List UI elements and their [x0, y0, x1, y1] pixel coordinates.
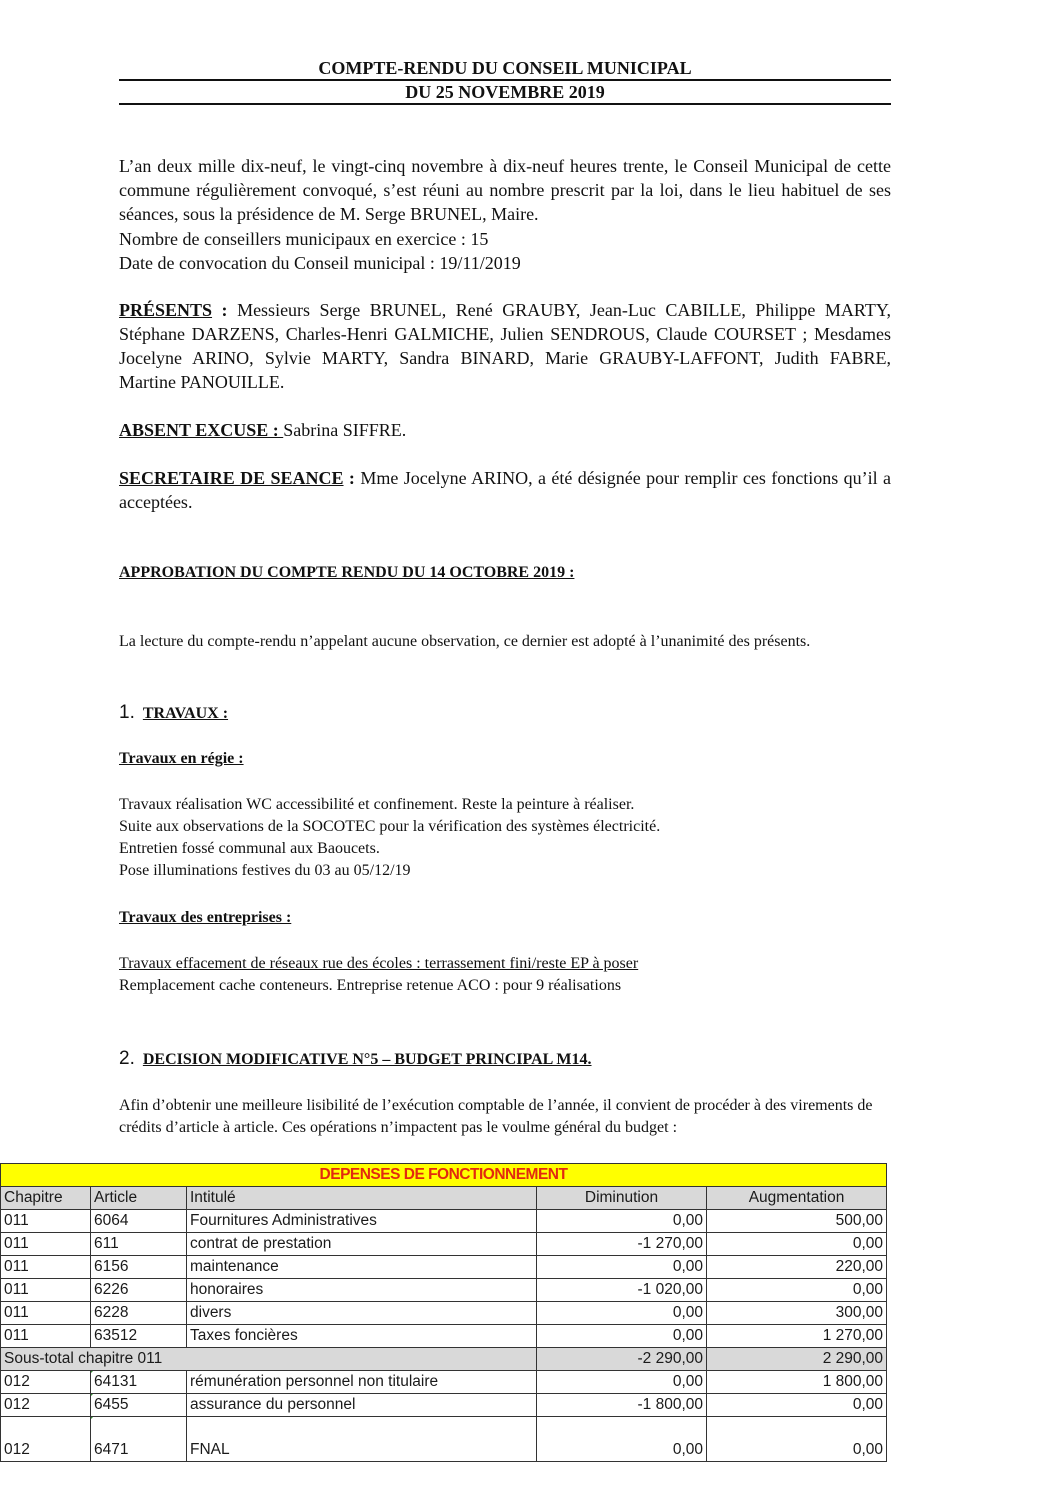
cell-diminution: 0,00: [537, 1325, 707, 1348]
cell-chapitre: 011: [1, 1302, 91, 1325]
cell-chapitre: 011: [1, 1325, 91, 1348]
document-date-title: DU 25 NOVEMBRE 2019: [405, 82, 605, 102]
section2-number: 2.: [119, 1048, 135, 1069]
cell-article: 6228: [91, 1302, 187, 1325]
cell-intitule: rémunération personnel non titulaire: [187, 1371, 537, 1394]
presents-text: Messieurs Serge BRUNEL, René GRAUBY, Jean-Luc CABILLE, Philippe MARTY, Stéphane DARZENS, Charles-Henri GALMICHE, Julien SENDROUS, Claude COURSET ; Mesdames Jocelyne ARINO, Sylvie MARTY, Sandra BINARD, Marie GRAUBY-LAFFONT, Judith FABRE, Martine PANOUILLE.: [119, 300, 891, 392]
table-row: [1, 1256, 887, 1279]
table-row: [1, 1325, 887, 1348]
cell-article: 63512: [91, 1325, 187, 1348]
col-header-chapitre: Chapitre: [1, 1187, 91, 1210]
col-header-article: Article: [91, 1187, 187, 1210]
cell-chapitre: 011: [1, 1210, 91, 1233]
table-row: [1, 1417, 887, 1462]
col-header-diminution: Diminution: [537, 1187, 707, 1210]
cell-article: 6064: [91, 1210, 187, 1233]
secretaire-paragraph: [119, 466, 891, 514]
cell-augmentation: 0,00: [707, 1233, 887, 1256]
secretaire-text: Mme Jocelyne ARINO, a été désignée pour remplir ces fonctions qu’il a acceptées.: [119, 468, 891, 512]
absent-label: ABSENT EXCUSE :: [119, 420, 284, 440]
cell-article: 6226: [91, 1279, 187, 1302]
table-row: [1, 1302, 887, 1325]
entreprises-item: Travaux effacement de réseaux rue des écoles : terrassement fini/reste EP à poser: [119, 955, 639, 972]
regie-item: Pose illuminations festives du 03 au 05/12/19: [119, 862, 411, 879]
regie-item: Suite aux observations de la SOCOTEC pour la vérification des systèmes électricité.: [119, 818, 661, 835]
budget-table: [0, 1163, 886, 1462]
regie-heading: Travaux en régie :: [119, 750, 244, 767]
presents-label: PRÉSENTS: [119, 300, 213, 320]
table-banner-row: [1, 1164, 887, 1187]
cell-article: 6471: [91, 1417, 187, 1462]
subtotal-diminution: -2 290,00: [537, 1348, 707, 1371]
regie-list: [119, 794, 891, 882]
cell-augmentation: 0,00: [707, 1394, 887, 1417]
section1-heading: [119, 702, 891, 725]
intro-paragraph: L’an deux mille dix-neuf, le vingt-cinq novembre à dix-neuf heures trente, le Conseil Municipal de cette commune régulièrement convoqué, s’est réuni au nombre prescrit par la loi, dans le lieu habituel de ses séances, sous la présidence de M. Serge BRUNEL, Maire.: [119, 156, 891, 224]
cell-diminution: 0,00: [537, 1256, 707, 1279]
cell-augmentation: 0,00: [707, 1417, 887, 1462]
cell-article: 64131: [91, 1371, 187, 1394]
cell-intitule: maintenance: [187, 1256, 537, 1279]
cell-article: 6156: [91, 1256, 187, 1279]
cell-augmentation: 500,00: [707, 1210, 887, 1233]
cell-augmentation: 300,00: [707, 1302, 887, 1325]
absent-paragraph: [119, 418, 891, 442]
cell-diminution: 0,00: [537, 1302, 707, 1325]
subtotal-augmentation: 2 290,00: [707, 1348, 887, 1371]
section2-text: Afin d’obtenir une meilleure lisibilité de l’exécution comptable de l’année, il convient de procéder à des virements de crédits d’article à article. Ces opérations n’impactent pas le voulme général du budget :: [119, 1097, 873, 1136]
entreprises-list: [119, 953, 891, 997]
approbation-text: La lecture du compte-rendu n’appelant aucune observation, ce dernier est adopté à l’unanimité des présents.: [119, 633, 811, 650]
table-row: [1, 1210, 887, 1233]
subtotal-row: [1, 1348, 887, 1371]
table-row: [1, 1394, 887, 1417]
cell-augmentation: 0,00: [707, 1279, 887, 1302]
entreprises-item: Remplacement cache conteneurs. Entreprise retenue ACO : pour 9 réalisations: [119, 977, 622, 994]
section2-heading: [119, 1048, 891, 1071]
cell-article: 611: [91, 1233, 187, 1256]
secretaire-colon: :: [343, 468, 361, 488]
cell-intitule: assurance du personnel: [187, 1394, 537, 1417]
table-row: [1, 1371, 887, 1394]
cell-chapitre: 011: [1, 1233, 91, 1256]
cell-intitule: FNAL: [187, 1417, 537, 1462]
regie-item: Travaux réalisation WC accessibilité et confinement. Reste la peinture à réaliser.: [119, 796, 635, 813]
col-header-intitule: Intitulé: [187, 1187, 537, 1210]
cell-augmentation: 1 800,00: [707, 1371, 887, 1394]
cell-diminution: 0,00: [537, 1210, 707, 1233]
section1-title: TRAVAUX :: [142, 705, 229, 722]
cell-chapitre: 012: [1, 1417, 91, 1462]
document-title: COMPTE-RENDU DU CONSEIL MUNICIPAL: [318, 58, 692, 78]
entreprises-heading: Travaux des entreprises :: [119, 909, 292, 926]
cell-chapitre: 012: [1, 1394, 91, 1417]
approbation-heading: APPROBATION DU COMPTE RENDU DU 14 OCTOBRE 2019 :: [119, 564, 575, 581]
document-header: [119, 57, 891, 105]
absent-text: Sabrina SIFFRE.: [283, 420, 407, 440]
cell-chapitre: 012: [1, 1371, 91, 1394]
section2-title: DECISION MODIFICATIVE N°5 – BUDGET PRINCIPAL M14.: [142, 1051, 592, 1068]
cell-diminution: 0,00: [537, 1417, 707, 1462]
cell-intitule: Taxes foncières: [187, 1325, 537, 1348]
table-header-row: [1, 1187, 887, 1210]
cell-chapitre: 011: [1, 1279, 91, 1302]
secretaire-label: SECRETAIRE DE SEANCE: [119, 468, 344, 488]
convocation-date: Date de convocation du Conseil municipal : 19/11/2019: [119, 253, 521, 273]
cell-augmentation: 220,00: [707, 1256, 887, 1279]
cell-chapitre: 011: [1, 1256, 91, 1279]
cell-intitule: honoraires: [187, 1279, 537, 1302]
cell-intitule: Fournitures Administratives: [187, 1210, 537, 1233]
cell-diminution: -1 270,00: [537, 1233, 707, 1256]
cell-augmentation: 1 270,00: [707, 1325, 887, 1348]
title-rule-bottom: [119, 103, 891, 105]
table-row: [1, 1279, 887, 1302]
table-row: [1, 1233, 887, 1256]
presents-paragraph: [119, 298, 891, 394]
presents-colon: :: [212, 300, 238, 320]
regie-item: Entretien fossé communal aux Baoucets.: [119, 840, 380, 857]
section1-number: 1.: [119, 702, 135, 723]
cell-intitule: divers: [187, 1302, 537, 1325]
cell-article: 6455: [91, 1394, 187, 1417]
subtotal-label: Sous-total chapitre 011: [1, 1348, 537, 1371]
cell-diminution: -1 020,00: [537, 1279, 707, 1302]
cell-diminution: 0,00: [537, 1371, 707, 1394]
conseillers-count: Nombre de conseillers municipaux en exercice : 15: [119, 229, 489, 249]
col-header-augmentation: Augmentation: [707, 1187, 887, 1210]
cell-intitule: contrat de prestation: [187, 1233, 537, 1256]
cell-diminution: -1 800,00: [537, 1394, 707, 1417]
table-banner: DEPENSES DE FONCTIONNEMENT: [1, 1164, 887, 1187]
